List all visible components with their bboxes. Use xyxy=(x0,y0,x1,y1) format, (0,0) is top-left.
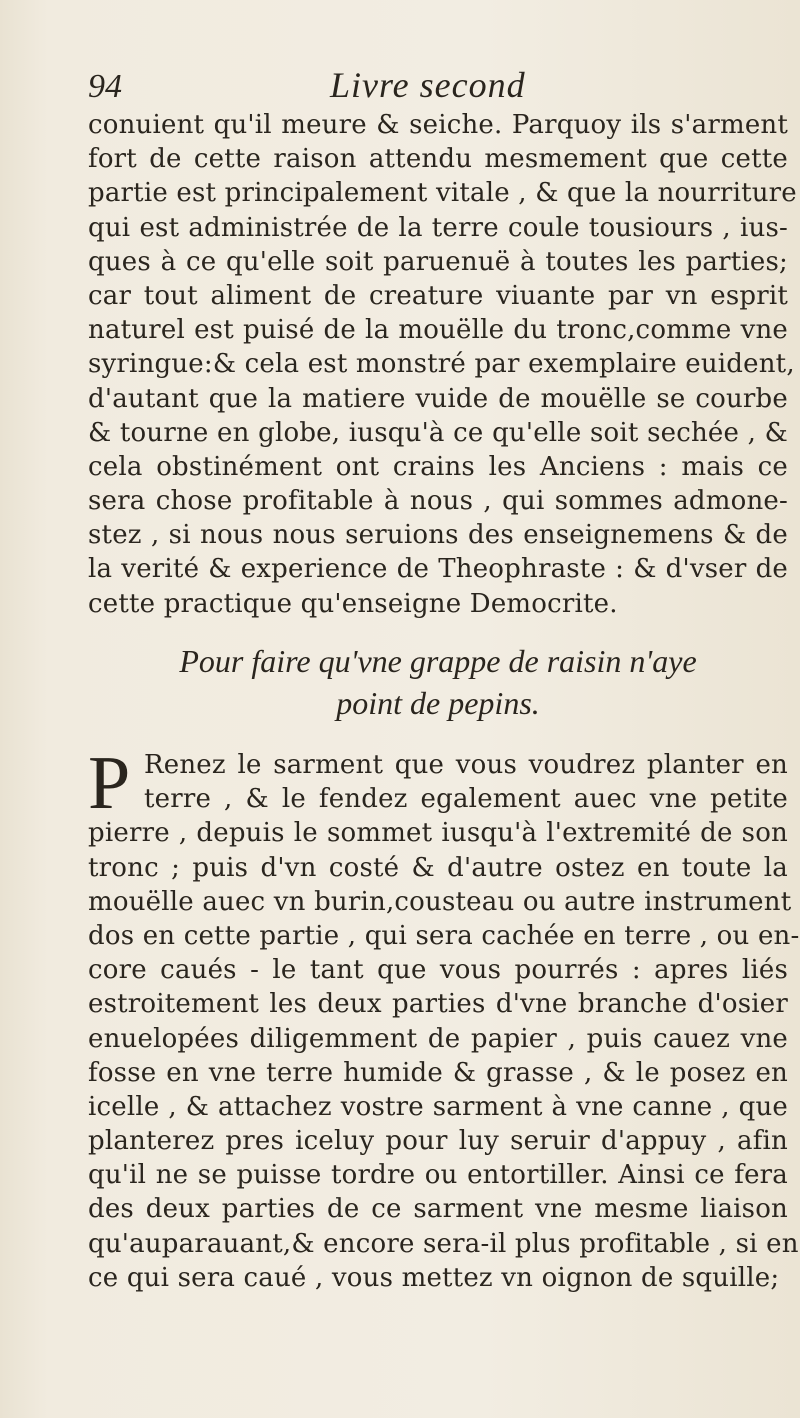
text-line: naturel est puisé de la mouëlle du tronc,comme vne xyxy=(88,315,788,346)
text-line: cela obstinément ont crains les Anciens : mais ce xyxy=(88,451,788,482)
text-line: car tout aliment de creature viuante par vn esprit xyxy=(88,280,788,311)
text-line: Renez le sarment que vous voudrez planter en xyxy=(144,750,788,780)
text-line: planterez pres iceluy pour luy seruir d'appuy , afin xyxy=(88,1126,788,1157)
text-line: icelle , & attachez vostre sarment à vne canne , que xyxy=(88,1091,788,1122)
text-line: estroitement les deux parties d'vne branche d'osier xyxy=(88,989,788,1020)
text-line: ques à ce qu'elle soit paruenuë à toutes les parties; xyxy=(88,246,788,277)
paragraph-1 xyxy=(88,108,797,621)
text-line: core caués - le tant que vous pourrés : apres liés xyxy=(88,955,788,986)
text-line: mouëlle auec vn burin,cousteau ou autre instrument xyxy=(88,886,792,917)
running-head xyxy=(0,60,800,110)
section-title-line: Pour faire qu'vne grappe de raisin n'aye xyxy=(179,643,697,679)
text-line: qui est administrée de la terre coule tousiours , ius- xyxy=(88,212,788,243)
text-line: des deux parties de ce sarment vne mesme liaison xyxy=(88,1194,788,1225)
text-line: sera chose profitable à nous , qui sommes admone- xyxy=(88,486,788,517)
text-line: fosse en vne terre humide & grasse , & le posez en xyxy=(88,1057,788,1088)
section-title-line: point de pepins. xyxy=(336,685,540,721)
text-line: tronc ; puis d'vn costé & d'autre ostez en toute la xyxy=(88,852,788,883)
text-line: stez , si nous nous seruions des enseignemens & de xyxy=(88,520,788,551)
text-line: fort de cette raison attendu mesmement que cette xyxy=(88,144,788,175)
text-line: terre , & le fendez egalement auec vne petite xyxy=(144,784,788,815)
page-number: 94 xyxy=(88,68,122,105)
paragraph-2 xyxy=(88,741,800,1295)
text-line: cette practique qu'enseigne Democrite. xyxy=(88,588,618,619)
text-line: enuelopées diligemment de papier , puis cauez vne xyxy=(88,1023,788,1054)
section-title xyxy=(88,640,788,724)
text-line: pierre , depuis le sommet iusqu'à l'extremité de son xyxy=(88,818,788,849)
text-line: qu'il ne se puisse tordre ou entortiller. Ainsi ce fera xyxy=(88,1160,788,1191)
text-line: qu'auparauant,& encore sera-il plus profitable , si en xyxy=(88,1228,799,1259)
text-line: conuient qu'il meure & seiche. Parquoy ils s'arment xyxy=(88,110,788,140)
running-title: Livre second xyxy=(330,65,526,105)
text-line: & tourne en globe, iusqu'à ce qu'elle soit sechée , & xyxy=(88,417,788,448)
text-line: d'autant que la matiere vuide de mouëlle se courbe xyxy=(88,383,788,414)
text-line: ce qui sera caué , vous mettez vn oignon de squille; xyxy=(88,1262,780,1293)
text-line: la verité & experience de Theophraste : & d'vser de xyxy=(88,554,788,585)
text-line: dos en cette partie , qui sera cachée en terre , ou en- xyxy=(88,920,800,951)
drop-cap: P xyxy=(88,741,131,825)
text-line: partie est principalement vitale , & que la nourriture xyxy=(88,178,797,209)
text-line: syringue:& cela est monstré par exemplaire euident, xyxy=(88,349,795,380)
